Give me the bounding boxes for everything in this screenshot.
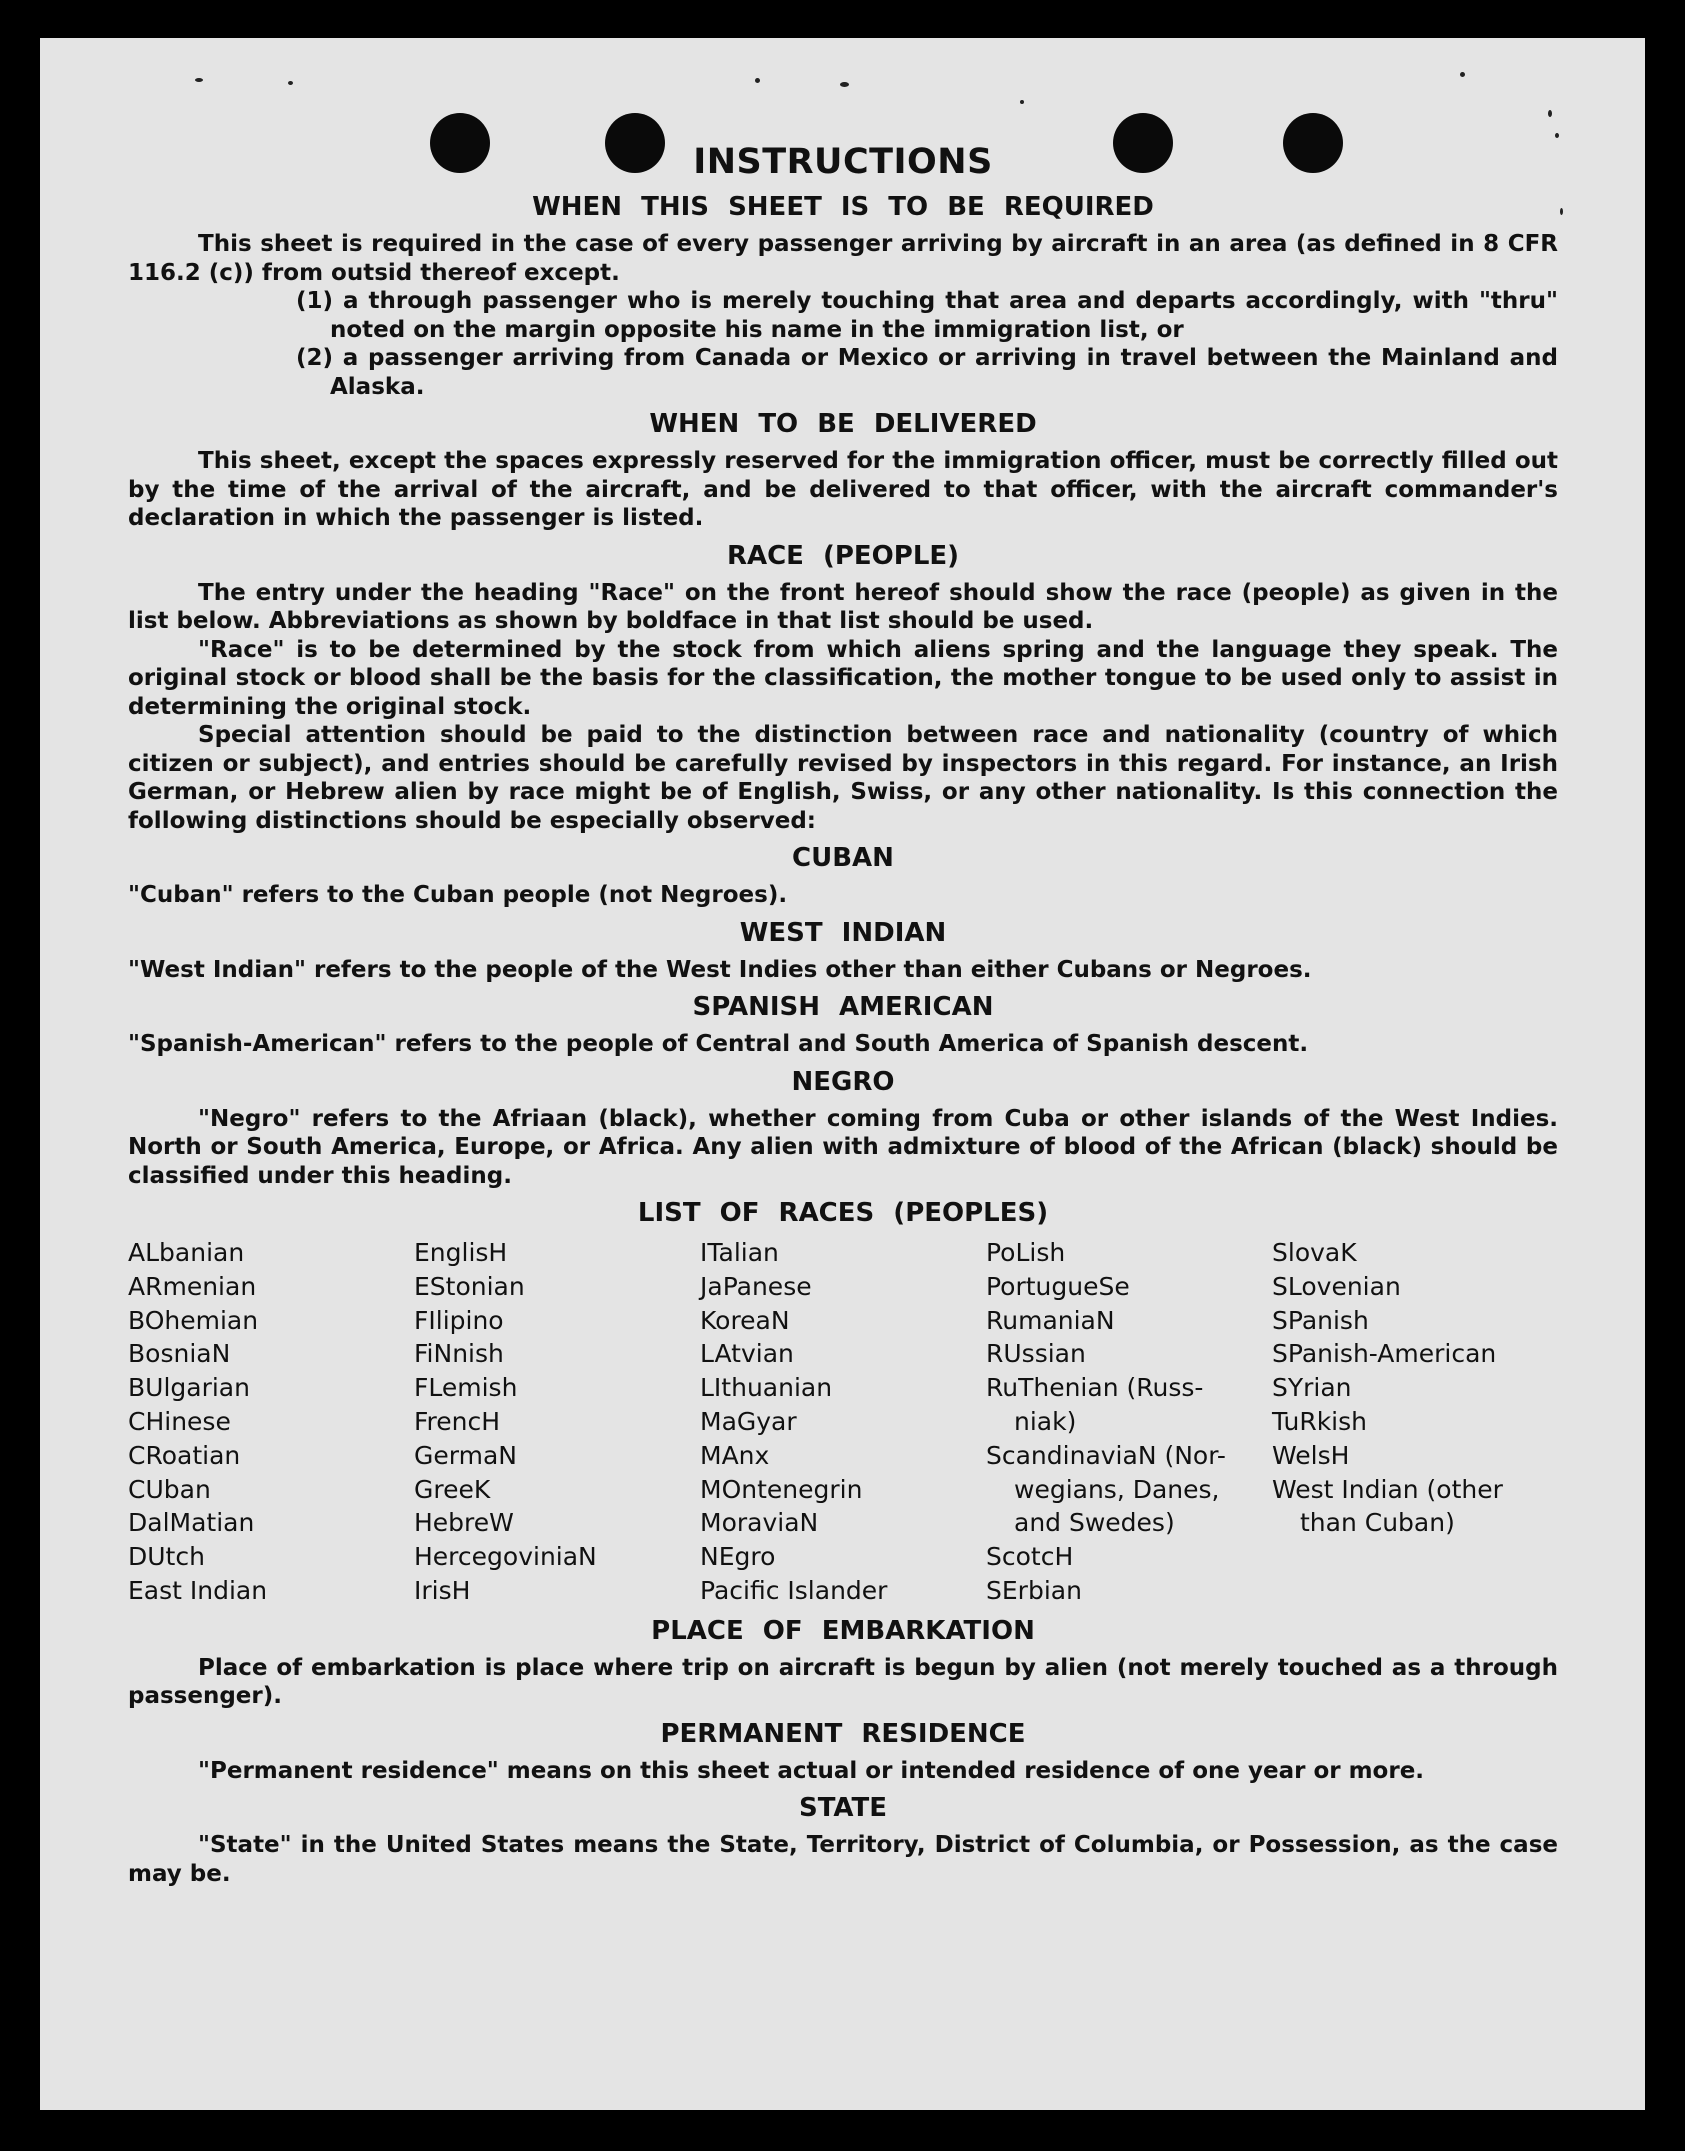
- race-item: DUtch: [128, 1542, 205, 1572]
- race-item: SPanish-American: [1272, 1339, 1497, 1369]
- residence-text: "Permanent residence" means on this sheet actual or intended residence of one year or more.: [198, 1757, 1425, 1784]
- section-heading-residence: PERMANENT RESIDENCE: [660, 1718, 1026, 1749]
- section-heading-required: WHEN THIS SHEET IS TO BE REQUIRED: [532, 192, 1154, 222]
- race-item: MaGyar: [700, 1406, 797, 1436]
- speck: [840, 82, 849, 87]
- race-item: niak): [1014, 1406, 1077, 1436]
- race-item: BOhemian: [128, 1305, 259, 1335]
- race-item: WelsH: [1272, 1440, 1350, 1470]
- instructions-content: [128, 140, 1558, 1888]
- spanish-american-text: "Spanish-American" refers to the people of Central and South America of Spanish descent.: [128, 1031, 1309, 1057]
- race-item: SlovaK: [1272, 1238, 1357, 1267]
- race-paragraph-1: The entry under the heading "Race" on the front hereof should show the race (people) as given in the list below. Abbreviations as shown by boldface in that list should be used.: [128, 579, 1558, 634]
- cuban-text: "Cuban" refers to the Cuban people (not Negroes).: [128, 882, 788, 908]
- race-item: BUlgarian: [128, 1373, 250, 1403]
- section-heading-race: RACE (PEOPLE): [726, 540, 960, 571]
- speck: [1555, 133, 1559, 138]
- race-column-1: [128, 1236, 414, 1608]
- race-item: FiNnish: [414, 1339, 504, 1369]
- race-item: CRoatian: [128, 1440, 241, 1470]
- speck: [1020, 100, 1024, 104]
- race-item: RUssian: [986, 1339, 1086, 1369]
- speck: [1548, 110, 1552, 117]
- race-column-2: [414, 1236, 700, 1608]
- section-heading-delivered: WHEN TO BE DELIVERED: [649, 409, 1037, 439]
- race-item: and Swedes): [1014, 1508, 1175, 1538]
- race-item: ALbanian: [128, 1238, 245, 1267]
- speck: [288, 81, 293, 85]
- race-column-3: [700, 1236, 986, 1608]
- race-item: MoraviaN: [700, 1508, 819, 1538]
- race-item: West Indian (other: [1272, 1474, 1503, 1504]
- race-item: HercegoviniaN: [414, 1542, 597, 1572]
- section-heading-embarkation: PLACE OF EMBARKATION: [651, 1615, 1035, 1646]
- race-item: wegians, Danes,: [1014, 1474, 1220, 1504]
- required-item-2: (2) a passenger arriving from Canada or Mexico or arriving in travel between the Mainland and Alaska.: [296, 345, 1558, 400]
- speck: [755, 78, 760, 83]
- race-item: East Indian: [128, 1575, 268, 1605]
- race-column-4: [986, 1236, 1272, 1608]
- embarkation-text: Place of embarkation is place where trip on aircraft is begun by alien (not merely touched as a through passenger).: [128, 1654, 1558, 1710]
- race-item: EStonian: [414, 1271, 525, 1301]
- speck: [1460, 72, 1465, 77]
- race-item: HebreW: [414, 1508, 514, 1538]
- race-item: IrisH: [414, 1575, 471, 1605]
- race-item: DalMatian: [128, 1508, 255, 1538]
- race-item: than Cuban): [1300, 1508, 1455, 1538]
- race-paragraph-2: "Race" is to be determined by the stock from which aliens spring and the language they speak. The original stock or blood shall be the basis for the classification, the mother tongue to be used only to assist in determining the original stock.: [128, 636, 1558, 720]
- section-heading-state: STATE: [798, 1793, 888, 1824]
- race-item: KoreaN: [700, 1305, 790, 1335]
- race-column-5: [1272, 1236, 1558, 1608]
- race-item: CUban: [128, 1474, 211, 1504]
- race-item: BosniaN: [128, 1339, 231, 1369]
- race-item: SLovenian: [1272, 1271, 1401, 1301]
- section-heading-spanish-american: SPANISH AMERICAN: [692, 992, 994, 1022]
- race-item: NEgro: [700, 1542, 776, 1572]
- negro-text: "Negro" refers to the Afriaan (black), whether coming from Cuba or other islands of the West Indies. North or South America, Europe, or Africa. Any alien with admixture of blood of the African (black) should be classified under this heading.: [128, 1105, 1558, 1189]
- speck: [1560, 208, 1563, 215]
- race-item: LAtvian: [700, 1339, 794, 1369]
- race-item: RumaniaN: [986, 1305, 1115, 1335]
- race-item: MOntenegrin: [700, 1474, 863, 1504]
- section-heading-west-indian: WEST INDIAN: [739, 917, 947, 948]
- race-item: SPanish: [1272, 1305, 1369, 1335]
- race-item: FIlipino: [414, 1305, 504, 1335]
- section-heading-cuban: CUBAN: [792, 843, 894, 873]
- race-item: GreeK: [414, 1474, 491, 1504]
- section-heading-list: LIST OF RACES (PEOPLES): [637, 1198, 1049, 1228]
- race-item: EnglisH: [414, 1238, 508, 1267]
- race-item: PoLish: [986, 1238, 1066, 1267]
- race-paragraph-3: Special attention should be paid to the distinction between race and nationality (country of which citizen or subject), and entries should be carefully revised by inspectors in this regard. For instance, an Irish German, or Hebrew alien by race might be of English, Swiss, or any other nationality. Is this connection the following distinctions should be especially observed:: [128, 722, 1558, 834]
- race-item: PortugueSe: [986, 1271, 1130, 1301]
- race-item: GermaN: [414, 1440, 517, 1470]
- race-item: SErbian: [986, 1575, 1082, 1605]
- race-item: TuRkish: [1272, 1406, 1367, 1436]
- race-list: [128, 1236, 1558, 1608]
- section-heading-negro: NEGRO: [791, 1066, 895, 1097]
- race-item: ARmenian: [128, 1271, 257, 1301]
- race-item: FLemish: [414, 1373, 518, 1403]
- speck: [195, 78, 203, 82]
- race-item: FrencH: [414, 1406, 501, 1436]
- delivered-text: This sheet, except the spaces expressly reserved for the immigration officer, must be correctly filled out by the time of the arrival of the aircraft, and be delivered to that officer, with the aircraft commander's declaration in which the passenger is listed.: [128, 448, 1558, 531]
- race-item: MAnx: [700, 1440, 770, 1470]
- west-indian-text: "West Indian" refers to the people of the West Indies other than either Cubans or Negroes.: [128, 956, 1312, 983]
- race-item: ITalian: [700, 1238, 779, 1267]
- page-title: INSTRUCTIONS: [693, 142, 993, 182]
- race-item: Pacific Islander: [700, 1575, 888, 1605]
- required-item-1: (1) a through passenger who is merely touching that area and departs accordingly, with "thru" noted on the margin opposite his name in the immigration list, or: [296, 288, 1558, 343]
- race-item: ScandinaviaN (Nor-: [986, 1440, 1226, 1470]
- race-item: JaPanese: [700, 1271, 812, 1301]
- required-intro: This sheet is required in the case of every passenger arriving by aircraft in an area (as defined in 8 CFR 116.2 (c)) from outsid thereof except.: [128, 231, 1558, 286]
- race-item: LIthuanian: [700, 1373, 833, 1403]
- race-item: SYrian: [1272, 1373, 1352, 1403]
- race-item: RuThenian (Russ-: [986, 1373, 1204, 1403]
- race-item: ScotcH: [986, 1542, 1074, 1572]
- race-item: CHinese: [128, 1406, 231, 1436]
- state-text: "State" in the United States means the State, Territory, District of Columbia, or Possession, as the case may be.: [128, 1832, 1558, 1887]
